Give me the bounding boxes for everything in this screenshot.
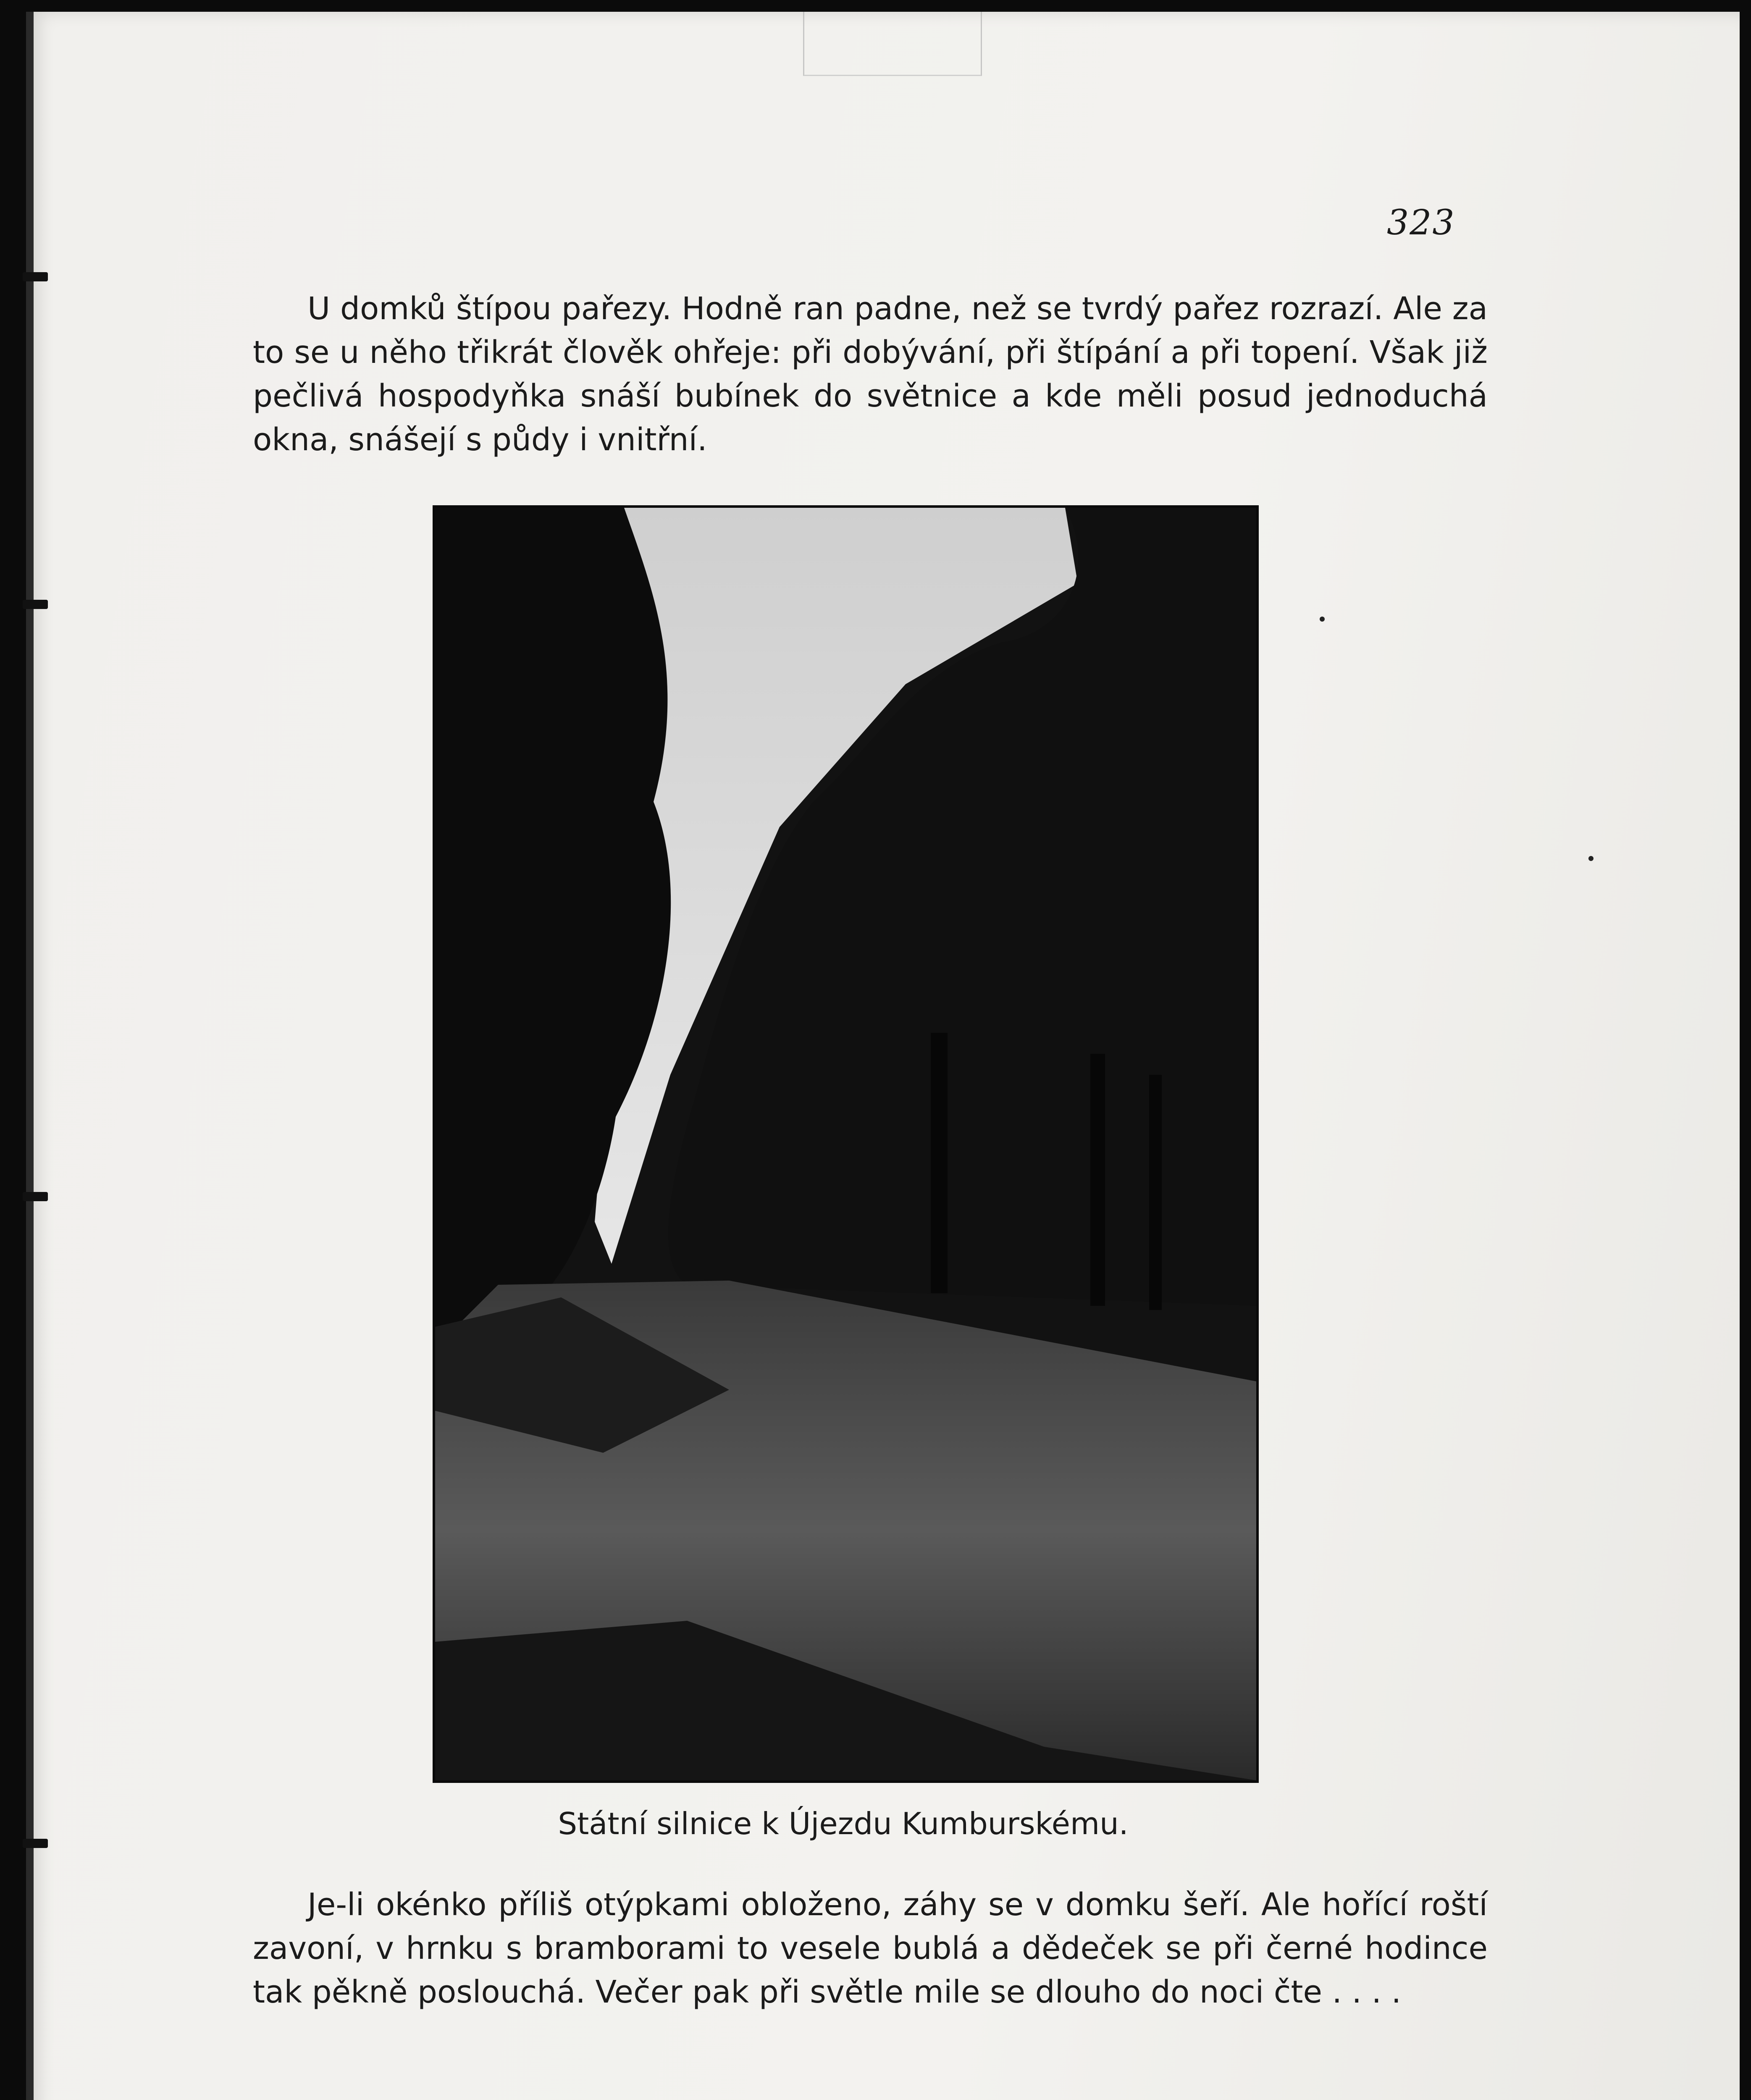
page-binding-edge xyxy=(26,12,34,2100)
dust-speck xyxy=(1320,617,1325,622)
road-photograph xyxy=(433,505,1259,1783)
book-page xyxy=(26,12,1740,2100)
paragraph-top: U domků štípou pařezy. Hodně ran padne, než se tvrdý pařez rozrazí. Ale za to se u něho třikrát člověk ohřeje: při dobývání, při štípání a při topení. Však již pečlivá hospodyňka snáší bubínek do světnice a kde měli posud jednoduchá okna, snášejí s půdy i vnitřní. xyxy=(253,291,1488,458)
page-number: 323 xyxy=(1387,203,1455,243)
road-photograph-image xyxy=(435,508,1256,1780)
binding-mark xyxy=(23,1192,48,1201)
library-stamp-mark xyxy=(803,12,982,76)
paragraph-bottom: Je-li okénko příliš otýpkami obloženo, záhy se v domku šeří. Ale hořící roští zavoní, v hrnku s bramborami to vesele bublá a dědeček se při černé hodince tak pěkně poslouchá. Večer pak při světle mile se dlouho do noci čte . . . . xyxy=(253,1887,1488,2010)
dust-speck xyxy=(1588,856,1593,861)
binding-mark xyxy=(23,272,48,281)
photo-caption: Státní silnice k Újezdu Kumburskému. xyxy=(558,1806,1129,1841)
binding-mark xyxy=(23,600,48,609)
binding-mark xyxy=(23,1839,48,1848)
